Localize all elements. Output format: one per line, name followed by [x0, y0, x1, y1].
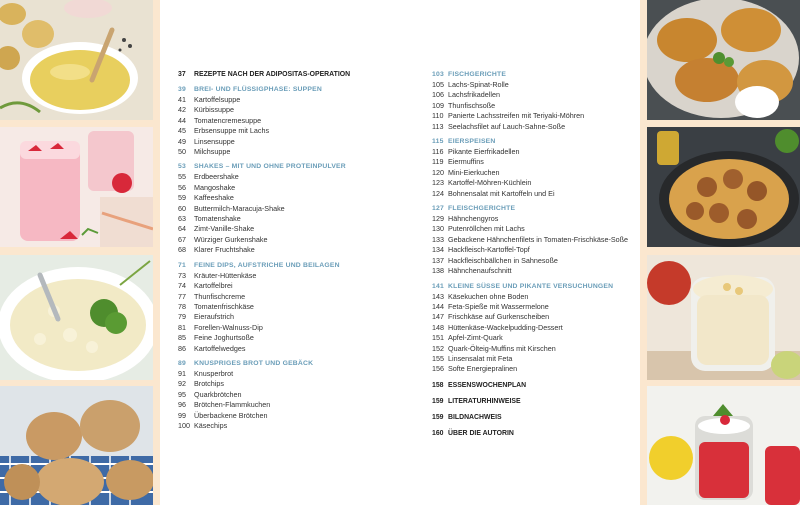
toc-entry[interactable] — [432, 157, 642, 167]
page-number: 105 — [432, 80, 444, 89]
toc-entry[interactable] — [178, 235, 408, 245]
toc-entry[interactable] — [178, 245, 408, 255]
page-number: 148 — [432, 322, 444, 332]
page-number: 79 — [178, 312, 186, 322]
page-number: 42 — [178, 105, 186, 115]
toc-extra-entry-literature[interactable] — [432, 397, 642, 407]
toc-entry[interactable] — [178, 281, 408, 291]
page-number: 74 — [178, 281, 186, 291]
entry-title: Brötchen-Flammkuchen — [194, 400, 271, 410]
page-number: 106 — [432, 90, 444, 100]
toc-entry[interactable] — [432, 80, 642, 90]
entry-title: Milchsuppe — [194, 147, 231, 157]
entry-title: Bohnensalat mit Kartoffeln und Ei — [448, 188, 555, 198]
meatballs-illustration — [647, 127, 800, 247]
toc-entry[interactable] — [178, 390, 408, 400]
entry-title: Putenröllchen mit Lachs — [448, 224, 525, 234]
entry-title: Feta-Spieße mit Wassermelone — [448, 301, 549, 311]
toc-entry[interactable] — [178, 421, 408, 431]
page-number: 120 — [432, 167, 444, 177]
entry-title: Buttermilch-Maracuja-Shake — [194, 203, 285, 213]
entry-title: LITERATURHINWEISE — [448, 397, 521, 405]
entry-title: Quark-Ölteig-Muffins mit Kirschen — [448, 343, 556, 353]
page-number: 96 — [178, 400, 186, 410]
toc-entry[interactable] — [432, 235, 642, 245]
page-number: 44 — [178, 115, 186, 125]
entry-title: Klarer Fruchtshake — [194, 245, 255, 255]
entry-title: Lachsfrikadellen — [448, 90, 500, 100]
toc-entry[interactable] — [432, 168, 642, 178]
entry-title: Kräuter-Hüttenkäse — [194, 270, 257, 280]
toc-right-column — [432, 70, 642, 439]
chapter-heading-snacks[interactable] — [432, 282, 642, 292]
bread-rolls-illustration — [0, 386, 153, 505]
page-number: 41 — [178, 95, 186, 104]
strawberry-shake-illustration — [0, 127, 153, 247]
toc-entry[interactable] — [178, 183, 408, 193]
photo-cottage-cheese — [0, 255, 153, 380]
toc-entry[interactable] — [178, 224, 408, 234]
page-number: 100 — [178, 420, 190, 430]
entry-title: ESSENSWOCHENPLAN — [448, 381, 527, 389]
toc-entry[interactable] — [178, 369, 408, 379]
chapter-title: BREI- UND FLÜSSIGPHASE: SUPPEN — [194, 86, 322, 93]
entry-title: Würziger Gurkenshake — [194, 234, 268, 244]
entry-title: Kartoffel-Möhren-Küchlein — [448, 178, 532, 188]
page-number: 78 — [178, 301, 186, 311]
potato-pancakes-illustration — [647, 0, 800, 120]
entry-title: Tomatenshake — [194, 214, 241, 224]
page-number: 73 — [178, 270, 186, 280]
page-number: 130 — [432, 224, 444, 234]
entry-title: Hähnchengyros — [448, 214, 499, 224]
entry-title: Linsensalat mit Feta — [448, 353, 513, 363]
toc-entry[interactable] — [432, 256, 642, 266]
page-number: 39 — [178, 86, 186, 93]
page-number: 119 — [432, 157, 444, 167]
chapter-heading-eggs[interactable] — [432, 137, 642, 147]
toc-entry[interactable] — [178, 312, 408, 322]
toc-entry[interactable] — [432, 122, 642, 132]
entry-title: Hüttenkäse-Wackelpudding-Dessert — [448, 322, 563, 332]
page-number: 124 — [432, 188, 444, 198]
chapter-heading-soups[interactable] — [178, 85, 408, 95]
entry-title: Käsechips — [194, 420, 228, 430]
page-number: 89 — [178, 359, 186, 367]
page-number: 81 — [178, 322, 186, 332]
page-number: 155 — [432, 353, 444, 363]
page-number: 159 — [432, 397, 444, 405]
chapter-title: FLEISCHGERICHTE — [448, 205, 516, 213]
entry-title: Kartoffelwedges — [194, 343, 246, 353]
page-number: 143 — [432, 291, 444, 301]
jelly-dessert-illustration — [647, 386, 800, 505]
toc-entry[interactable] — [178, 172, 408, 182]
page-number: 116 — [432, 147, 444, 157]
photo-meatballs — [647, 127, 800, 247]
toc-entry[interactable] — [432, 111, 642, 121]
entry-title: Brotchips — [194, 379, 224, 389]
page-number: 49 — [178, 136, 186, 146]
page-number: 127 — [432, 205, 444, 213]
page-number: 158 — [432, 381, 444, 389]
entry-title: Tomatencremesuppe — [194, 115, 262, 125]
toc-entry[interactable] — [432, 364, 642, 374]
toc-entry[interactable] — [432, 189, 642, 199]
entry-title: Tomatenfrischkäse — [194, 301, 254, 311]
toc-entry[interactable] — [432, 90, 642, 100]
entry-title: Mini-Eierkuchen — [448, 167, 500, 177]
toc-entry[interactable] — [432, 333, 642, 343]
entry-title: Quarkbrötchen — [194, 389, 242, 399]
toc-entry[interactable] — [432, 323, 642, 333]
page-number: 113 — [432, 121, 444, 131]
chapter-title: EIERSPEISEN — [448, 138, 496, 146]
toc-entry[interactable] — [432, 354, 642, 364]
entry-title: Gebackene Hähnchenfilets in Tomaten-Frischkäse-Soße — [448, 234, 629, 244]
toc-entry[interactable] — [432, 214, 642, 224]
toc-entry[interactable] — [178, 137, 408, 147]
page-number: 59 — [178, 193, 186, 203]
photo-potato-soup — [0, 0, 153, 120]
page-number: 160 — [432, 429, 444, 437]
toc-entry[interactable] — [432, 224, 642, 234]
entry-title: REZEPTE NACH DER ADIPOSITAS-OPERATION — [194, 71, 351, 78]
toc-entry[interactable] — [432, 178, 642, 188]
entry-title: Hackfleisch-Kartoffel-Topf — [448, 245, 530, 255]
toc-entry[interactable] — [178, 204, 408, 214]
entry-title: Käsekuchen ohne Boden — [448, 291, 529, 301]
entry-title: Linsensuppe — [194, 136, 235, 146]
toc-intro-entry[interactable] — [178, 70, 408, 80]
toc-entry[interactable] — [178, 95, 408, 105]
chapter-heading-bread[interactable] — [178, 359, 408, 369]
cottage-cheese-illustration — [0, 255, 153, 380]
chapter-title: KLEINE SÜSSE UND PIKANTE VERSUCHUNGEN — [448, 282, 614, 290]
toc-entry[interactable] — [432, 302, 642, 312]
photo-potato-pancakes — [647, 0, 800, 120]
photo-bread-rolls — [0, 386, 153, 505]
toc-entry[interactable] — [432, 344, 642, 354]
page-number: 56 — [178, 182, 186, 192]
page-number: 99 — [178, 410, 186, 420]
toc-entry[interactable] — [178, 271, 408, 281]
entry-title: Pikante Eierfrikadellen — [448, 147, 520, 157]
toc-entry[interactable] — [432, 147, 642, 157]
toc-entry[interactable] — [178, 302, 408, 312]
page-number: 115 — [432, 138, 444, 146]
entry-title: Eieraufstrich — [194, 312, 234, 322]
entry-title: Seelachsfilet auf Lauch-Sahne-Soße — [448, 121, 566, 131]
entry-title: Erbsensuppe mit Lachs — [194, 126, 270, 136]
toc-entry[interactable] — [178, 193, 408, 203]
toc-entry[interactable] — [178, 292, 408, 302]
toc-entry[interactable] — [178, 411, 408, 421]
page-number: 129 — [432, 214, 444, 224]
page-number: 92 — [178, 379, 186, 389]
entry-title: Kaffeeshake — [194, 193, 234, 203]
entry-title: ÜBER DIE AUTORIN — [448, 429, 514, 437]
entry-title: Frischkäse auf Gurkenscheiben — [448, 312, 550, 322]
entry-title: Zimt-Vanille-Shake — [194, 224, 255, 234]
page-number: 37 — [178, 71, 186, 78]
page-number: 152 — [432, 343, 444, 353]
toc-entry[interactable] — [178, 126, 408, 136]
entry-title: Hackfleischbällchen in Sahnesoße — [448, 255, 558, 265]
page-number: 147 — [432, 312, 444, 322]
page-number: 86 — [178, 343, 186, 353]
toc-extra-entry-about-author[interactable] — [432, 429, 642, 439]
entry-title: Mangoshake — [194, 182, 236, 192]
entry-title: Thunfischcreme — [194, 291, 246, 301]
photo-apple-quark — [647, 255, 800, 380]
page-number: 67 — [178, 234, 186, 244]
toc-extra-entry-image-credits[interactable] — [432, 413, 642, 423]
entry-title: Apfel-Zimt-Quark — [448, 333, 503, 343]
entry-title: Panierte Lachsstreifen mit Teriyaki-Möhren — [448, 111, 585, 121]
entry-title: Eiermuffins — [448, 157, 484, 167]
page-number: 138 — [432, 266, 444, 276]
page-number: 137 — [432, 255, 444, 265]
toc-left-column — [178, 70, 408, 431]
potato-soup-illustration — [0, 0, 153, 120]
page-number: 71 — [178, 261, 186, 269]
page-number: 63 — [178, 214, 186, 224]
toc-entry[interactable] — [178, 116, 408, 126]
entry-title: Erdbeershake — [194, 172, 239, 182]
toc-entry[interactable] — [178, 344, 408, 354]
chapter-heading-fish[interactable] — [432, 70, 642, 80]
page-number: 123 — [432, 178, 444, 188]
page-number: 156 — [432, 364, 444, 374]
entry-title: Forellen-Walnuss-Dip — [194, 322, 263, 332]
toc-entry[interactable] — [178, 323, 408, 333]
entry-title: Überbackene Brötchen — [194, 410, 268, 420]
toc-entry[interactable] — [432, 292, 642, 302]
page-number: 144 — [432, 301, 444, 311]
chapter-title: FEINE DIPS, AUFSTRICHE UND BEILAGEN — [194, 261, 340, 269]
chapter-title: SHAKES – MIT UND OHNE PROTEINPULVER — [194, 163, 346, 171]
page-number: 64 — [178, 224, 186, 234]
entry-title: Kartoffelbrei — [194, 281, 233, 291]
page-number: 60 — [178, 203, 186, 213]
page-number: 109 — [432, 100, 444, 110]
toc-entry[interactable] — [178, 214, 408, 224]
page-number: 159 — [432, 413, 444, 421]
toc-entry[interactable] — [432, 266, 642, 276]
chapter-heading-dips[interactable] — [178, 261, 408, 271]
page-number: 151 — [432, 333, 444, 343]
entry-title: Knusperbrot — [194, 368, 234, 378]
chapter-heading-shakes[interactable] — [178, 162, 408, 172]
chapter-title: KNUSPRIGES BROT UND GEBÄCK — [194, 359, 314, 367]
toc-entry[interactable] — [432, 245, 642, 255]
entry-title: Softe Energiepralinen — [448, 364, 518, 374]
page-number: 85 — [178, 333, 186, 343]
chapter-title: FISCHGERICHTE — [448, 71, 507, 78]
page-number: 91 — [178, 368, 186, 378]
page-number: 68 — [178, 245, 186, 255]
page-number: 134 — [432, 245, 444, 255]
page-number: 95 — [178, 389, 186, 399]
chapter-heading-meat[interactable] — [432, 204, 642, 214]
page-number: 53 — [178, 163, 186, 171]
toc-entry[interactable] — [178, 333, 408, 343]
entry-title: Lachs-Spinat-Rolle — [448, 80, 509, 89]
toc-entry[interactable] — [432, 101, 642, 111]
photo-jelly-dessert — [647, 386, 800, 505]
entry-title: Feine Joghurtsoße — [194, 333, 254, 343]
entry-title: Kürbissuppe — [194, 105, 234, 115]
apple-quark-illustration — [647, 255, 800, 380]
toc-entry[interactable] — [178, 400, 408, 410]
toc-entry[interactable] — [178, 105, 408, 115]
photo-strawberry-shake — [0, 127, 153, 247]
page-number: 45 — [178, 126, 186, 136]
entry-title: Kartoffelsuppe — [194, 95, 241, 104]
page-number: 141 — [432, 282, 444, 290]
page-number: 110 — [432, 111, 444, 121]
entry-title: BILDNACHWEIS — [448, 413, 502, 421]
toc-entry[interactable] — [178, 147, 408, 157]
entry-title: Thunfischsoße — [448, 100, 496, 110]
page-number: 77 — [178, 291, 186, 301]
page-number: 133 — [432, 234, 444, 244]
entry-title: Hähnchenaufschnitt — [448, 266, 512, 276]
toc-entry[interactable] — [178, 379, 408, 389]
toc-extra-entry-meal-plan[interactable] — [432, 381, 642, 391]
page-number: 103 — [432, 71, 444, 78]
toc-entry[interactable] — [432, 312, 642, 322]
page-number: 50 — [178, 147, 186, 157]
page-number: 55 — [178, 172, 186, 182]
